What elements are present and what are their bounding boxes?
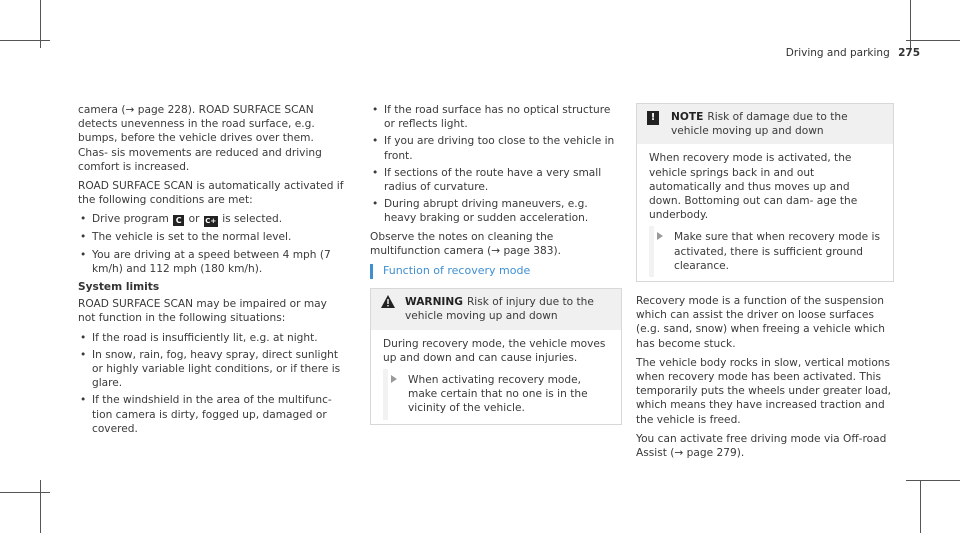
- list-item: • The vehicle is set to the normal level.: [78, 230, 346, 244]
- note-step: [649, 230, 883, 273]
- notice-icon: !: [647, 110, 659, 125]
- step-arrow-icon: [657, 232, 663, 240]
- paragraph: Recovery mode is a function of the suspension which can assist the driver on loose surfaces (e.g. sand, snow) when freeing a vehicle which has become stuck.: [636, 295, 885, 350]
- list-item: [78, 212, 346, 227]
- step-text: Make sure that when recovery mode is activated, there is sufficient ground clearance.: [674, 231, 880, 272]
- list-item: • If the windshield in the area of the multifunc- tion camera is dirty, fogged up, damaged or covered.: [78, 393, 346, 436]
- section-name: Driving and parking: [785, 47, 890, 59]
- crop-mark: [906, 40, 960, 41]
- crop-mark: [920, 480, 921, 533]
- crop-mark: [0, 492, 50, 493]
- paragraph: Observe the notes on cleaning the multifunction camera (→ page 383).: [370, 230, 562, 257]
- paragraph: ROAD SURFACE SCAN may be impaired or may not function in the following situations:: [78, 298, 327, 325]
- condition-list: [78, 212, 346, 276]
- list-text: is selected.: [222, 213, 283, 226]
- paragraph: camera (→ page 228). ROAD SURFACE SCAN detects unevenness in the road surface, e.g. bumps, before the vehicle drives over them. Chas- sis movements are reduced and driving comfort is increased.: [78, 104, 322, 173]
- warning-box: [370, 288, 622, 424]
- step-arrow-icon: [391, 375, 397, 383]
- note-heading: Risk of damage due to the vehicle moving up and down: [671, 111, 848, 138]
- note-box: [636, 103, 894, 282]
- list-item: • If the road surface has no optical structure or reflects light.: [370, 103, 622, 131]
- running-header: [786, 46, 920, 60]
- step-shade: [649, 226, 654, 277]
- comfort-plus-mode-icon: C+: [205, 217, 217, 226]
- list-item: • If the road is insufficiently lit, e.g. at night.: [78, 331, 346, 345]
- warning-text: During recovery mode, the vehicle moves up and down and can cause injuries.: [383, 337, 606, 364]
- warning-step: [383, 373, 611, 416]
- paragraph: ROAD SURFACE SCAN is automatically activated if the following conditions are met:: [78, 180, 344, 207]
- note-body: [637, 144, 893, 281]
- section-bar: [370, 264, 373, 279]
- warning-heading: Risk of injury due to the vehicle moving up and down: [405, 296, 594, 323]
- list-text: or: [188, 213, 200, 226]
- paragraph: You can activate free driving mode via Off-road Assist (→ page 279).: [636, 432, 887, 460]
- note-label: NOTE: [671, 111, 704, 123]
- column-1: [78, 103, 346, 440]
- comfort-mode-icon: C: [173, 215, 184, 226]
- crop-mark: [0, 40, 50, 41]
- step-shade: [383, 369, 388, 420]
- limits-list-continued: [370, 103, 622, 226]
- list-item: • In snow, rain, fog, heavy spray, direct sunlight or highly variable light conditions, or if there is glare.: [78, 348, 346, 391]
- crop-mark: [906, 480, 960, 481]
- column-3: [636, 103, 894, 465]
- warning-header: [371, 289, 621, 329]
- section-title-text: Function of recovery mode: [383, 264, 531, 278]
- limits-list: [78, 331, 346, 436]
- note-header: [637, 104, 893, 144]
- paragraph: The vehicle body rocks in slow, vertical motions when recovery mode has been activated. This temporarily puts the wheels under greater load, which means they have increased traction and the vehicle is freed.: [636, 356, 892, 426]
- subheading: System limits: [78, 281, 160, 294]
- list-item: • During abrupt driving maneuvers, e.g. heavy braking or sudden acceleration.: [370, 197, 622, 225]
- section-title: [370, 264, 622, 278]
- list-item: • If you are driving too close to the vehicle in front.: [370, 134, 622, 162]
- list-item: • You are driving at a speed between 4 mph (7 km/h) and 112 mph (180 km/h).: [78, 248, 346, 276]
- warning-label: WARNING: [405, 296, 463, 309]
- column-2: [370, 103, 622, 425]
- list-text: Drive program: [92, 213, 169, 226]
- warning-triangle-icon: [381, 295, 395, 312]
- note-text: When recovery mode is activated, the vehicle springs back in and out automatically and thus moves up and down. Bottoming out can dam- age the underbody.: [649, 152, 858, 222]
- crop-mark: [40, 480, 41, 533]
- list-item: • If sections of the route have a very small radius of curvature.: [370, 166, 622, 194]
- page-number: 275: [898, 47, 920, 59]
- warning-body: [371, 330, 621, 424]
- step-text: When activating recovery mode, make certain that no one is in the vicinity of the vehicle.: [408, 374, 588, 415]
